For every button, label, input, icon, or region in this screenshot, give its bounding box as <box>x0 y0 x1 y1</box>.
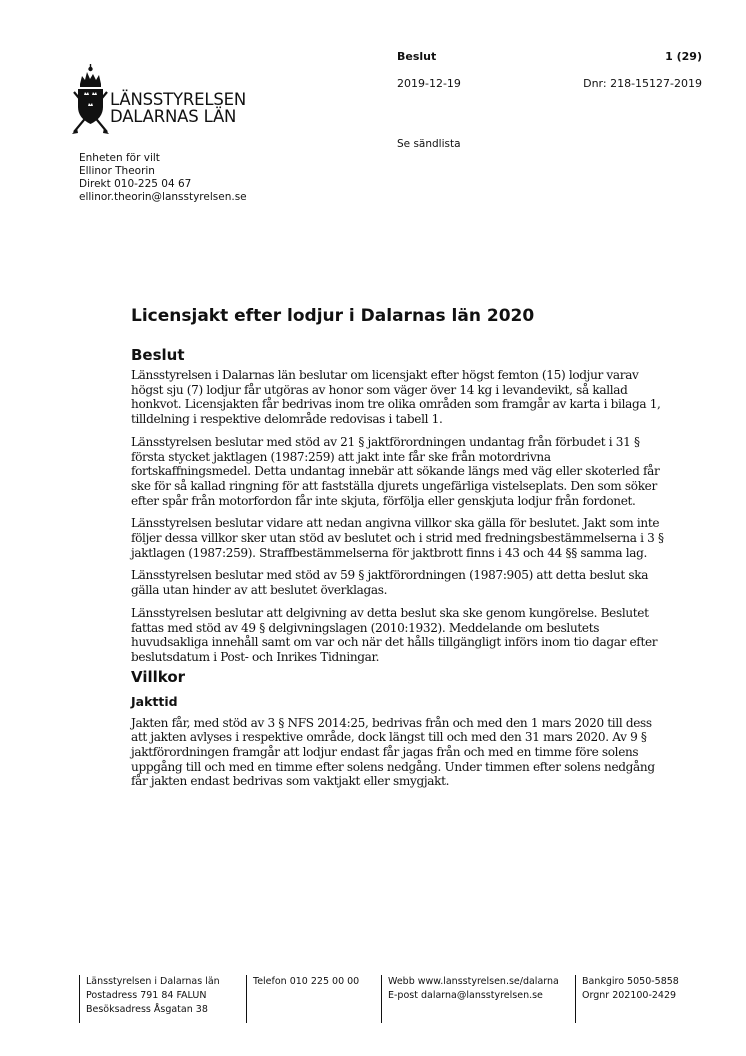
footer-bank-column <box>575 975 679 1023</box>
recipient: Se sändlista <box>397 138 461 150</box>
paragraph: Länsstyrelsen beslutar att delgivning av detta beslut ska ske genom kungörelse. Beslutet fattas med stöd av 49 § delgivningslagen (2010:1932). Meddelande om beslutets huvudsakliga innehåll samt om var och när det hålls tillgängligt införs inom tio dagar efter beslutsdatum i Post- och Inrikes Tidningar. <box>131 605 658 664</box>
sender-unit: Enheten för vilt <box>79 152 160 164</box>
paragraph: Länsstyrelsen beslutar med stöd av 21 § jaktförordningen undantag från förbudet i 31 § första stycket jaktlagen (1987:259) att jakt inte får ske från motordrivna fortskaffningsmedel. Detta undantag innebär att sökande längs med väg eller skoterled får ske för så kallad ringning för att fastställa djurets ungefärliga vistelseplats. Den som söker efter spår från motorfordon får inte skjuta, förfölja eller genskjuta lodjur från fordonet. <box>131 434 660 508</box>
footer-visit-address: Besöksadress Åsgatan 38 <box>86 1004 208 1015</box>
paragraph: Länsstyrelsen i Dalarnas län beslutar om licensjakt efter högst femton (15) lodjur varav högst sju (7) lodjur får utgöras av honor som väger över 14 kg i levandevikt, så kallad honkvot. Licensjakten får bedrivas inom tre olika områden som framgår av karta i bilaga 1, tilldelning i respektive delområde redovisas i tabell 1. <box>131 368 661 427</box>
sender-email[interactable]: ellinor.theorin@lansstyrelsen.se <box>79 191 247 203</box>
paragraph: Länsstyrelsen beslutar med stöd av 59 § jaktförordningen (1987:905) att detta beslut ska gälla utan hinder av att beslutet överklagas. <box>131 568 649 598</box>
crown-shield-emblem-icon <box>72 64 109 134</box>
footer-orgnr: Orgnr 202100-2429 <box>582 990 677 1001</box>
footer-postal-address: Postadress 791 84 FALUN <box>86 990 207 1001</box>
page-number: 1 (29) <box>665 50 702 63</box>
document-type: Beslut <box>397 50 437 63</box>
logo-line-2: DALARNAS LÄN <box>110 107 237 126</box>
logo-wordmark <box>110 91 246 125</box>
footer-org-name: Länsstyrelsen i Dalarnas län <box>86 976 220 987</box>
section-heading-beslut: Beslut <box>131 346 185 364</box>
footer-bankgiro: Bankgiro 5050-5858 <box>582 976 679 987</box>
document-body <box>131 305 671 797</box>
footer-phone: Telefon 010 225 00 00 <box>253 976 360 987</box>
logo-line-1: LÄNSSTYRELSEN <box>110 90 247 109</box>
section-heading-villkor: Villkor <box>131 667 186 686</box>
paragraph: Länsstyrelsen beslutar vidare att nedan angivna villkor ska gälla för beslutet. Jakt som inte följer dessa villkor sker utan stöd av beslutet och i strid med fredningsbestämmelserna i 3 § jaktlagen (1987:259). Straffbestämmelserna för jaktbrott finns i 43 och 44 §§ samma lag. <box>131 516 664 560</box>
subsection-heading-jakttid: Jakttid <box>131 693 178 709</box>
sender-phone: Direkt 010-225 04 67 <box>79 178 192 190</box>
diary-number: Dnr: 218-15127-2019 <box>583 77 702 90</box>
footer-phone-column <box>246 975 359 1023</box>
sender-block <box>79 152 247 204</box>
sender-name: Ellinor Theorin <box>79 165 155 177</box>
footer-website[interactable]: Webb www.lansstyrelsen.se/dalarna <box>388 976 559 987</box>
footer-address-column <box>79 975 220 1023</box>
paragraph: Jakten får, med stöd av 3 § NFS 2014:25, bedrivas från och med den 1 mars 2020 till dess att jakten avlyses i respektive område, dock längst till och med den 31 mars 2020. Av 9 § jaktförordningen framgår att lodjur endast får jagas från och med en timme före solens uppgång till och med en timme efter solens nedgång. Under timmen efter solens nedgång får jakten endast bedrivas som vaktjakt eller smygjakt. <box>131 715 655 789</box>
document-date: 2019-12-19 <box>397 77 461 90</box>
footer-email[interactable]: E-post dalarna@lansstyrelsen.se <box>388 990 543 1001</box>
document-title: Licensjakt efter lodjur i Dalarnas län 2020 <box>131 306 535 326</box>
footer-web-column <box>381 975 559 1023</box>
